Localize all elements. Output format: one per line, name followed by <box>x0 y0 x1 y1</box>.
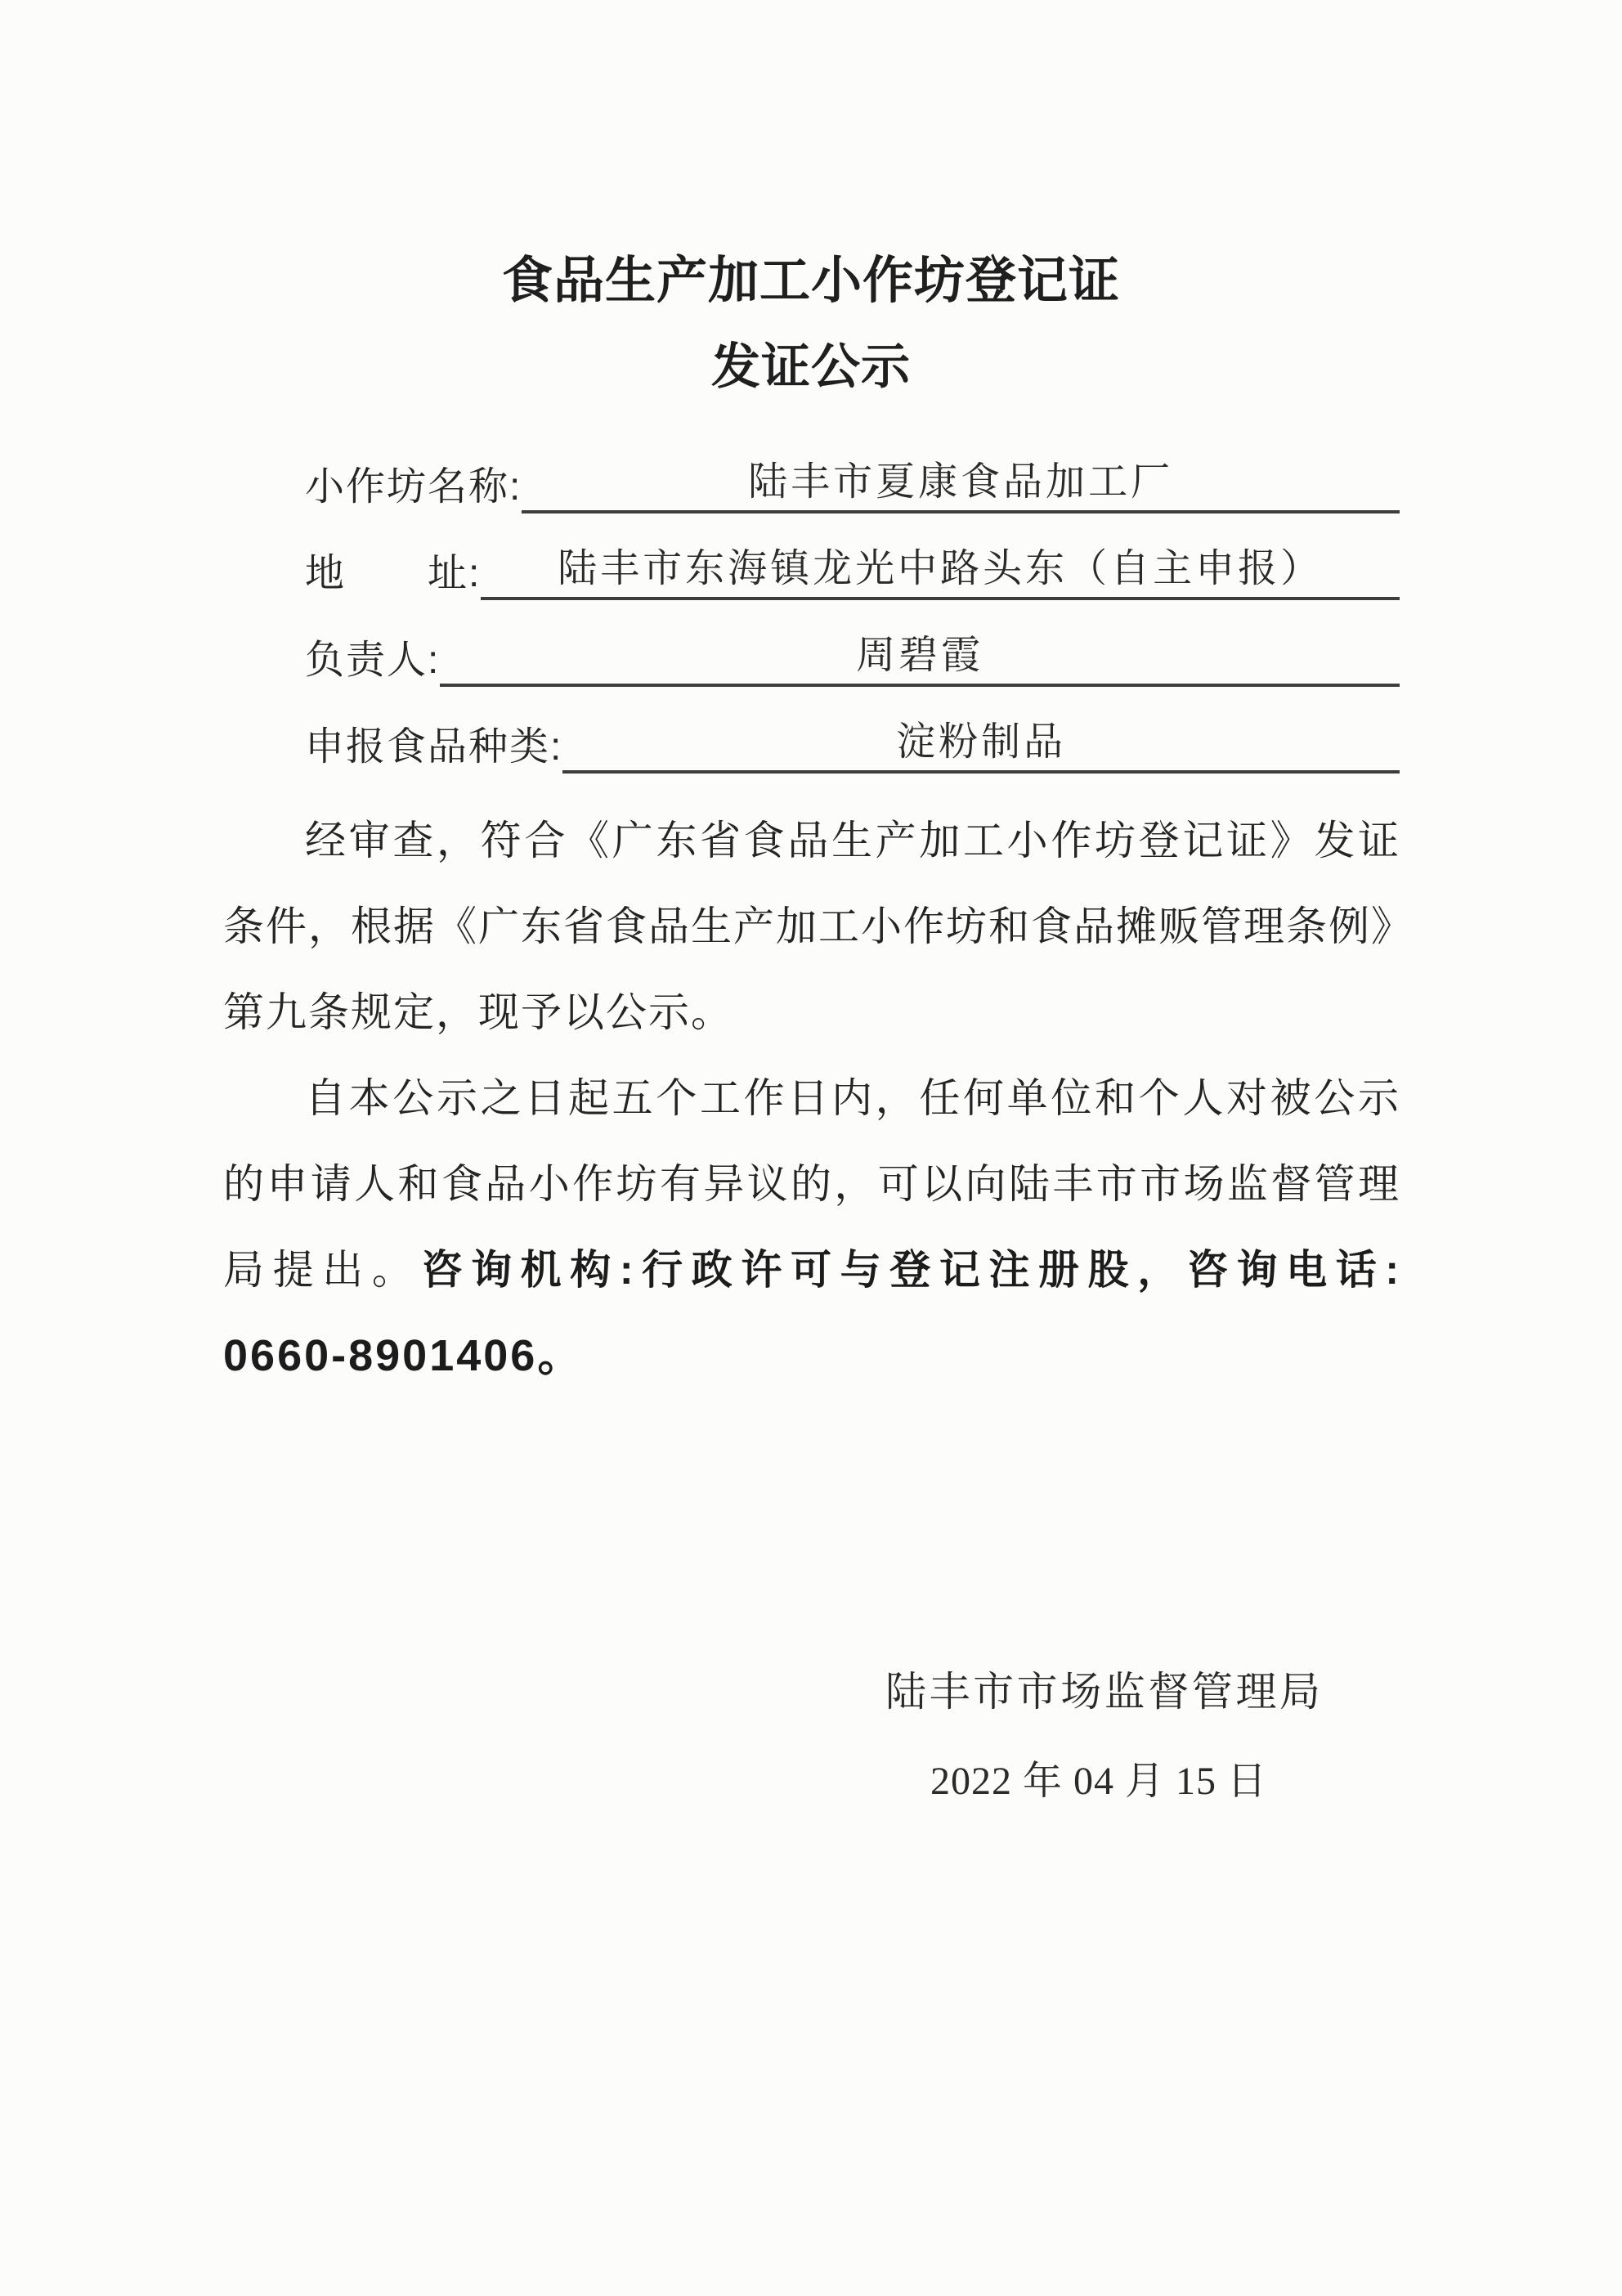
paragraph2-line3-normal: 局提出。 <box>223 1247 422 1293</box>
food-category-underline <box>562 721 1400 774</box>
paragraph2-line2: 的申请人和食品小作坊有异议的，可以向陆丰市市场监督管理 <box>223 1161 1400 1207</box>
document-title: 食品生产加工小作坊登记证 <box>501 253 1120 309</box>
consult-phone-number: 0660-8901406。 <box>223 1331 585 1380</box>
food-category-value: 淀粉制品 <box>896 720 1067 764</box>
field-row-workshop-name <box>305 461 1400 513</box>
person-in-charge-underline <box>440 635 1400 687</box>
workshop-name-value: 陆丰市夏康食品加工厂 <box>748 460 1174 504</box>
issuing-authority: 陆丰市市场监督管理局 <box>885 1669 1320 1715</box>
food-category-label: 申报食品种类: <box>305 725 563 769</box>
paragraph1-line2: 条件，根据《广东省食品生产加工小作坊和食品摊贩管理条例》 <box>223 904 1414 949</box>
person-in-charge-label: 负责人: <box>305 639 441 682</box>
paragraph2-line3 <box>223 1227 1400 1313</box>
workshop-name-label: 小作坊名称: <box>305 465 522 509</box>
paragraph2-line4 <box>223 1313 1400 1399</box>
field-row-person-in-charge <box>305 635 1400 687</box>
consult-agency-bold-text: 咨询机构:行政许可与登记注册股，咨询电话: <box>421 1247 1400 1293</box>
field-row-food-category <box>305 721 1400 774</box>
document-subtitle: 发证公示 <box>711 339 911 394</box>
address-value: 陆丰市东海镇龙光中路头东（自主申报） <box>558 547 1324 590</box>
body-paragraphs <box>223 798 1414 1399</box>
paragraph1-line1: 经审查，符合《广东省食品生产加工小作坊登记证》发证 <box>305 818 1400 863</box>
issue-date: 2022 年 04 月 15 日 <box>930 1760 1267 1803</box>
paragraph2-line1: 自本公示之日起五个工作日内，任何单位和个人对被公示 <box>305 1075 1400 1121</box>
person-in-charge-value: 周碧霞 <box>856 634 984 677</box>
paragraph1-line3: 第九条规定，现予以公示。 <box>223 989 733 1035</box>
address-underline <box>481 548 1400 600</box>
workshop-name-underline <box>522 461 1400 513</box>
address-label: 地 址: <box>305 552 482 595</box>
field-row-address <box>305 548 1400 600</box>
